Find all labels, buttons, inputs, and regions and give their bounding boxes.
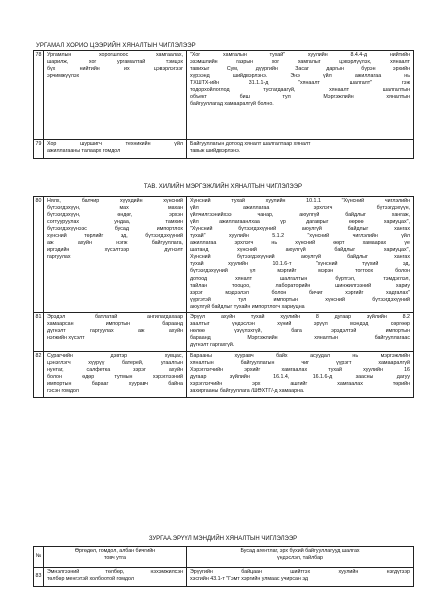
table-header-row [34,547,414,568]
text-line: бараанд Мэргэжлийн хяналтын байгууллагаас [190,335,410,342]
text-line: ТХШТХ-ийн 31.1.1-д "хянаалт шалгалт" гэж [190,80,410,87]
text-line: эзэмшлийн газрын хог хамгалыг цэвэрлүүлэх, хянаалт [190,59,410,66]
text-line: иргэдийн хүсэлтээр дүгнэлт [47,247,183,254]
text-line: Байгууллагын дотоод хяналт шалгалтаар хяналт [190,141,311,147]
section-title-border-inspection: ТАВ. ХИЛИЙН МЭРГЭЖЛИЙН ХЯНАЛТЫН ЧИГЛЭЛЭЭР [143,184,303,190]
text-line: хэсгийн 43.1-т "Гэмт хэргийн улмаас учирсан эд [190,576,309,583]
request-summary [44,51,187,140]
text-line: ажиллагааны талаарх гомдол [47,148,121,155]
text-line: хүнсний төрлийг зд, бүтээгдэхүүний [47,233,183,240]
text-line: Эрэдэл батлатай ангилагдахаар [47,314,183,320]
response-explanation [187,352,414,398]
text-line: үйл ажиллагаа эрхлэгч бүтээгдэхүүн, [190,205,410,212]
text-line: согтууруулах ундаа, тамхин [47,219,183,226]
response-explanation [187,568,414,587]
text-line: Өргөдөл, гомдол, албан бичгийн [74,548,156,554]
text-line: ажиллагаа эрхлэгч нь хүнсний өөрт хамаарах үе [190,240,410,247]
section-title-plant-quarantine: УРГАМАЛ ХОРИО ЦЭЭРИЙН ХЯНАЛТЫН ЧИГЛЭЛЭЭР [36,43,196,49]
request-summary [44,313,187,352]
table-row [34,51,414,140]
text-line: Эрүүгийн байцаан шийтгэх хуулийн нэгдүгээр [190,569,410,575]
request-summary [44,197,187,313]
response-explanation [187,140,414,159]
text-line: Сурагчийн дэвтэр хувцас, [47,353,183,359]
text-line: бүтээгдэхүүнээс бусад импортлох [47,226,183,233]
text-line: Хэрэглэгчийн эрхийг хамгаалах тухай хуулийн 16 [190,367,410,374]
text-line: дугаар зүйлийн 16.1.4, 16.1.6-д заасны дагуу [190,374,410,381]
text-line: бүтээгдэхүүний үл мэргийг мэрэн тогтоох болон [190,268,410,275]
row-number: 79 [34,140,44,159]
text-line: байгууллагад хамааралгүй болно. [190,101,274,108]
text-line: товч утга [104,555,126,562]
text-line: Бусад агентлаг, эрх бүхий байгууллагууд шалгах [240,548,360,554]
section-title-health-inspection: ЗУРГАА.ЭРҮҮЛ МЭНДИЙН ХЯНАЛТЫН ЧИГЛЭЛЭЭР [148,536,298,542]
text-line: дүгнэлт гаргуулах аж ахуйн [47,328,183,335]
text-line: заалтыг үндэслэн хүний эрүүл мэндэд сөргөөр [190,321,410,328]
text-line: шатанд хүнсний аюулгүй байдлыг хариуцах", [190,247,410,254]
table-row [34,140,414,159]
header-number: № [34,547,44,568]
text-line: Хүнсний бүтээгдэхүүний аюулгүй байдлыг хангах [190,254,410,261]
text-line: "Хүнсний бүтээгдэхүүний аюулгүй байдлыг хангах [190,226,410,233]
text-line: хамаарсан импортын бараанд [47,321,183,328]
text-line: үйлчилгээнийхээ чанар, аюулгүй байдлыг хангаж, [190,212,410,219]
text-line: бүх нийтийн их цэвэрлэгээг [47,66,183,73]
text-line: гэсэн гомдол [47,388,79,395]
text-line: хүрээнд шийдвэрлэнэ. Энэ үйл ажиллагаа нь [190,73,410,80]
response-explanation [187,313,414,352]
text-line: тайлан тооцоо, лабораторийн шинжилгээний хариу [190,282,410,289]
request-summary [44,568,187,587]
request-summary [44,140,187,159]
text-line: аж ахуйн нэгж байгууллага, [47,240,183,247]
text-line: Эмнэлгээний төлбөр, нэхэмжилсэн [47,569,183,575]
text-line: бүтээгдэхүүн, мах махан [47,205,183,212]
text-line: дүгнэлт гаргахгүй. [190,342,235,349]
table-row [34,568,414,587]
text-line: эрчимжүүлэх [47,73,80,80]
text-line: Эрүүл ахуйн тухай хуулийн 8 дугаар зүйлийн 8.2 [190,314,410,320]
border-inspection-table [33,196,414,398]
table-row [34,313,414,352]
row-number: 82 [34,352,44,398]
row-number: 83 [34,568,44,587]
row-number: 80 [34,197,44,313]
text-line: Хор шуршигч техникийн үйл [47,141,183,147]
text-line: тавихыг Сум, дүүргийн Засаг даргын бүрэн эрхийн [190,66,410,73]
table-row [34,352,414,398]
text-line: аюулгүй байдлыг тухайн импортлогч хариуцна [190,303,305,310]
header-request-summary [44,547,187,568]
text-line: Барааны хууравч байх асуудал нь мэргэжлийн [190,353,410,359]
text-line: төлбөр менгэтэй холбоотой гомдол [47,576,134,583]
row-number: 78 [34,51,44,140]
text-line: хяналтын байгууллагын чиг үүрэгт хамааралгүй [190,360,410,367]
text-line: бүтээгдэхүүн, өндөг, эрхэн [47,212,183,219]
text-line: хэрэглэгчийн эрх ашгийг хамгаалах төрийн [190,381,410,388]
text-line: гаргуулах [47,254,71,261]
response-explanation [187,51,414,140]
table-row [34,197,414,313]
text-line: нунтаг, салфетка зэрэг ахуйн [47,367,183,374]
text-line: Нялх, балчир хүүхдийн хүнсний [47,198,183,204]
text-line: нэгжийн хүсэлт [47,335,85,342]
text-line: захиргааны байгууллага /ШӨХТГ/-д хамаарна. [190,388,305,395]
text-line: "Хог хамгалын тухай" хуулийн 8.4.4-д нийтийн [190,52,410,58]
text-line: зэрэг мэдээлэл болон бичиг хэргийг хадгалах" [190,289,410,296]
text-line: нөлөө үзүүлэхгүй, бага эрэдэлтэй импортын [190,328,410,335]
text-line: болон өдөр тутмын хэрэглээний [47,374,183,381]
text-line: тавьж шийдвэрлэнэ. [190,148,241,155]
text-line: импортын барааг хууравч байна [47,381,183,388]
text-line: тухай" хуулийн 5.1.2 "хүнсний чиглэлийн үйл [190,233,410,240]
text-line: тодорхойлоглод тусгагдаагүй, хянаалт шалгалтын [190,87,410,94]
header-response-explanation [187,547,414,568]
text-line: объект биш тул Мэргэжлийн хяналтын [190,94,410,101]
plant-quarantine-table [33,50,414,159]
health-inspection-table [33,546,414,587]
request-summary [44,352,187,398]
text-line: цэнэглэгч хүүрүү батерей, угаалгын [47,360,183,367]
text-line: Ургамлын хорогшлоос хамгаалах, [47,52,183,58]
text-line: тухай хуулийн 10.1.6-т "хүнсний түүхий эд, [190,261,410,268]
text-line: үндэслэл, тайлбар [277,555,323,562]
row-number: 81 [34,313,44,352]
response-explanation [187,197,414,313]
text-line: шарилж, хог ургамалтай тэмцэх [47,59,183,66]
text-line: дотоод хяналт шалгалтын бүртгэл, тэмдэглэл, [190,275,410,282]
text-line: үүргэтэй тул импортын хүнсний бүтээгдэхүүний [190,296,410,303]
text-line: үйл ажиллагаанлхаа үр дагаврыг өөрөө хариуцах", [190,219,410,226]
text-line: Хүнсний тухай хуулийн 10.1.1 "Хүнсний чиглэлийн [190,198,410,204]
